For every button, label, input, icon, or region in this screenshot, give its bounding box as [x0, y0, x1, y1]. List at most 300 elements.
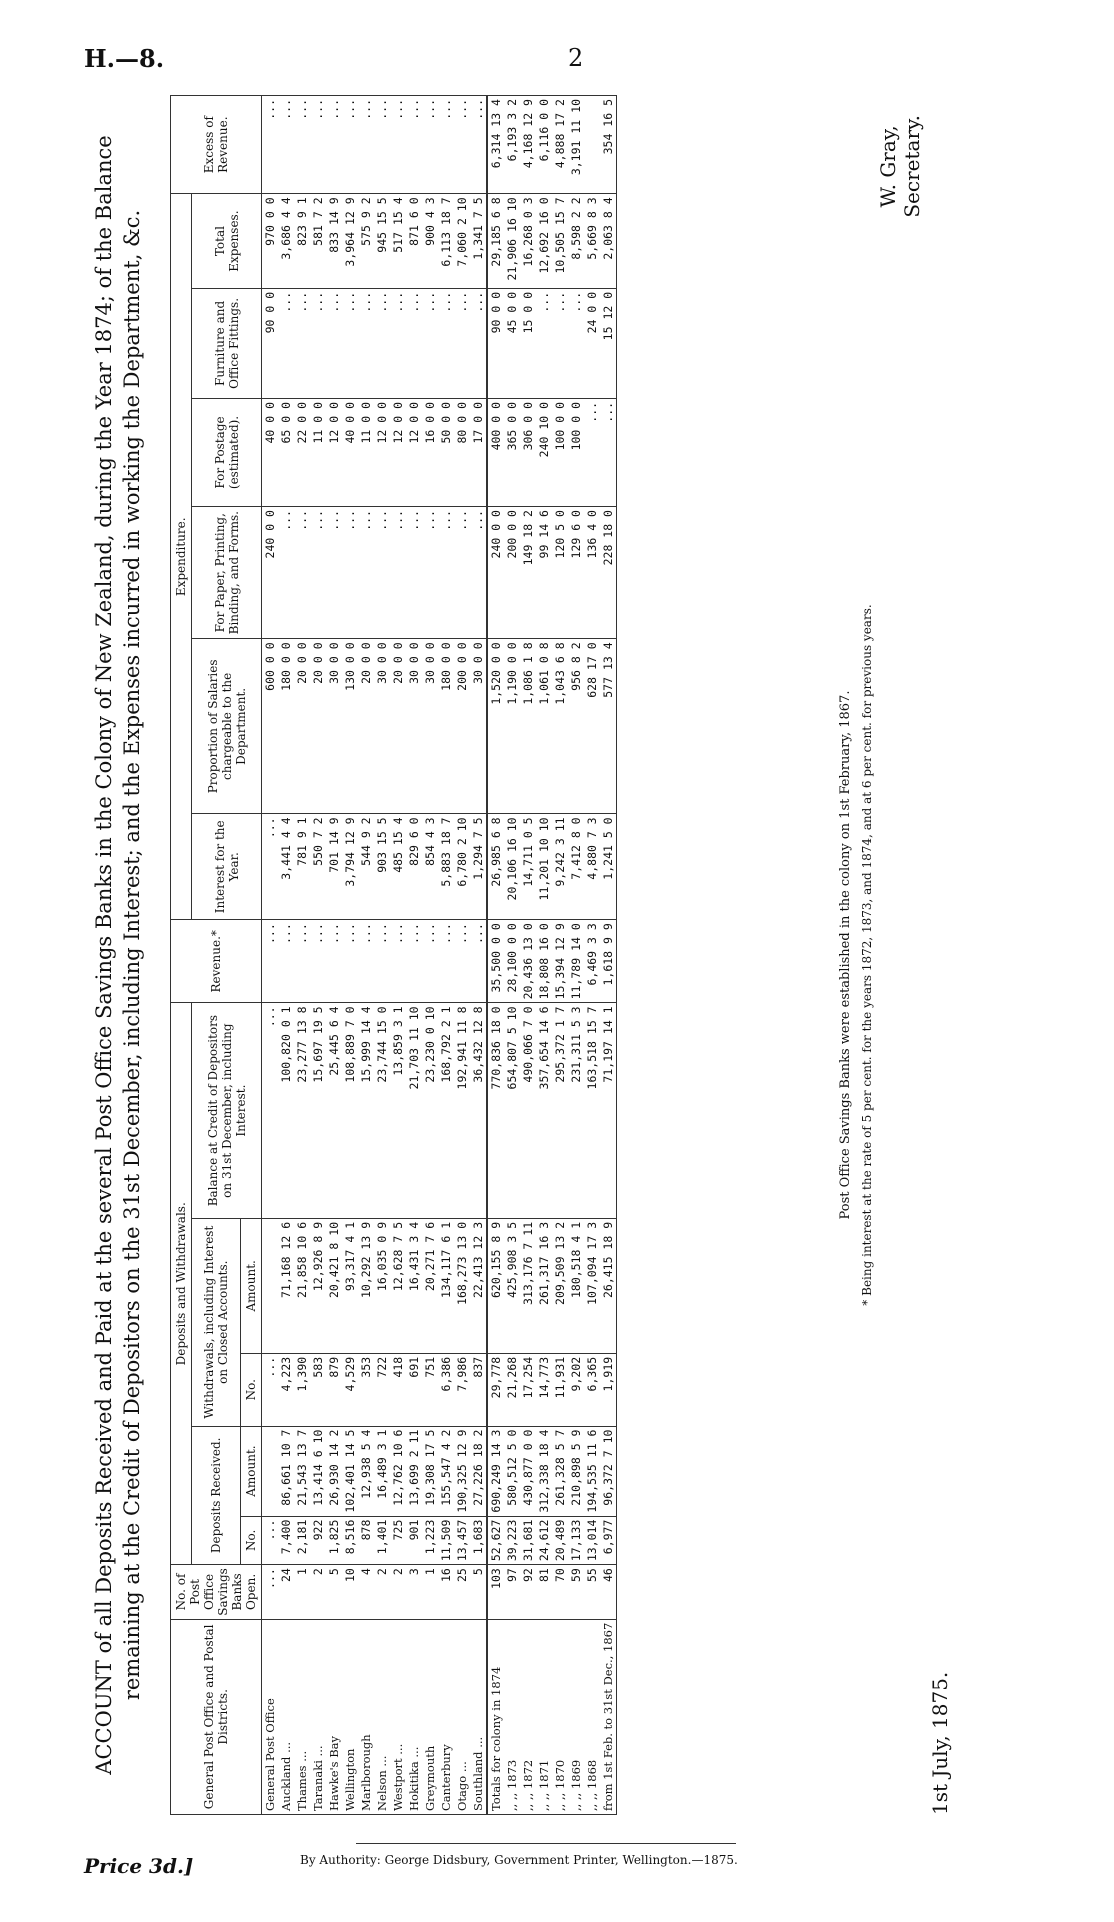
- cell-withdrawals-no: 583: [310, 1353, 326, 1426]
- cell-furniture: 15 12 0: [600, 288, 617, 398]
- cell-excess: 6,193 3 2: [504, 96, 520, 194]
- cell-withdrawals-no: 1,390: [294, 1353, 310, 1426]
- cell-interest: 829 6 0: [406, 814, 422, 920]
- cell-withdrawals-amount: 425,908 3 5: [504, 1218, 520, 1353]
- cell-postage: 240 10 0: [536, 398, 552, 506]
- cell-total-expenses: 5,669 8 3: [584, 194, 600, 289]
- cell-deposits-no: 901: [406, 1516, 422, 1565]
- cell-balance: 231,311 5 3: [568, 1003, 584, 1218]
- cell-withdrawals-amount: 168,273 13 0: [454, 1218, 470, 1353]
- col-postage: For Postage (estimated).: [192, 398, 262, 506]
- cell-num-banks: 55: [584, 1565, 600, 1620]
- table-row: [406, 96, 422, 1815]
- cell-paper: 99 14 6: [536, 507, 552, 639]
- cell-withdrawals-amount: 71,168 12 6: [278, 1218, 294, 1353]
- table-row: [470, 96, 487, 1815]
- cell-district: Otago ...: [454, 1619, 470, 1814]
- cell-excess: ...: [470, 96, 487, 194]
- table-row: [454, 96, 470, 1815]
- cell-deposits-no: 2,181: [294, 1516, 310, 1565]
- cell-excess: [584, 96, 600, 194]
- cell-withdrawals-no: 837: [470, 1353, 487, 1426]
- cell-withdrawals-amount: 107,094 17 3: [584, 1218, 600, 1353]
- cell-num-banks: 10: [342, 1565, 358, 1620]
- cell-deposits-amount: 27,226 18 2: [470, 1426, 487, 1516]
- cell-salaries: 30 0 0: [406, 639, 422, 814]
- cell-furniture: ...: [470, 288, 487, 398]
- cell-withdrawals-no: 14,773: [536, 1353, 552, 1426]
- cell-total-expenses: 1,341 7 5: [470, 194, 487, 289]
- cell-num-banks: 3: [406, 1565, 422, 1620]
- cell-total-expenses: 871 6 0: [406, 194, 422, 289]
- cell-postage: 80 0 0: [454, 398, 470, 506]
- cell-excess: ...: [406, 96, 422, 194]
- cell-num-banks: 1: [422, 1565, 438, 1620]
- cell-total-expenses: 833 14 9: [326, 194, 342, 289]
- table-row: [438, 96, 454, 1815]
- cell-interest: 701 14 9: [326, 814, 342, 920]
- cell-postage: 11 0 0: [358, 398, 374, 506]
- table-row: [584, 96, 600, 1815]
- cell-revenue: ...: [310, 920, 326, 1003]
- table-row: [262, 96, 279, 1815]
- cell-balance: 15,999 14 4: [358, 1003, 374, 1218]
- table-row: [374, 96, 390, 1815]
- table-row: [326, 96, 342, 1815]
- cell-furniture: ...: [568, 288, 584, 398]
- cell-total-expenses: 2,063 8 4: [600, 194, 617, 289]
- cell-num-banks: 25: [454, 1565, 470, 1620]
- cell-postage: 50 0 0: [438, 398, 454, 506]
- cell-total-expenses: 970 0 0: [262, 194, 279, 289]
- cell-revenue: 28,100 0 0: [504, 920, 520, 1003]
- cell-interest: 4,880 7 3: [584, 814, 600, 920]
- cell-deposits-amount: 102,401 14 5: [342, 1426, 358, 1516]
- cell-excess: 3,191 11 10: [568, 96, 584, 194]
- cell-paper: ...: [374, 507, 390, 639]
- cell-withdrawals-amount: [262, 1218, 279, 1353]
- cell-revenue: ...: [454, 920, 470, 1003]
- cell-district: Thames ...: [294, 1619, 310, 1814]
- cell-paper: 200 0 0: [504, 507, 520, 639]
- cell-deposits-amount: 16,489 3 1: [374, 1426, 390, 1516]
- cell-total-expenses: 575 9 2: [358, 194, 374, 289]
- col-withdrawals-amount: Amount.: [241, 1218, 262, 1353]
- cell-interest: 11,201 10 10: [536, 814, 552, 920]
- cell-interest: 7,412 8 0: [568, 814, 584, 920]
- cell-revenue: ...: [470, 920, 487, 1003]
- cell-interest: 3,441 4 4: [278, 814, 294, 920]
- table-row: [536, 96, 552, 1815]
- authority-line: By Authority: George Didsbury, Government Printer, Wellington.—1875.: [300, 1853, 738, 1867]
- cell-salaries: 20 0 0: [358, 639, 374, 814]
- cell-furniture: ...: [390, 288, 406, 398]
- cell-withdrawals-no: 751: [422, 1353, 438, 1426]
- cell-num-banks: 5: [470, 1565, 487, 1620]
- cell-excess: ...: [422, 96, 438, 194]
- cell-num-banks: 92: [520, 1565, 536, 1620]
- cell-total-expenses: 945 15 5: [374, 194, 390, 289]
- cell-deposits-no: 11,509: [438, 1516, 454, 1565]
- cell-district: from 1st Feb. to 31st Dec., 1867: [600, 1619, 617, 1814]
- cell-total-expenses: 8,598 2 2: [568, 194, 584, 289]
- cell-postage: 40 0 0: [342, 398, 358, 506]
- cell-total-expenses: 10,505 15 7: [552, 194, 568, 289]
- cell-furniture: ...: [294, 288, 310, 398]
- table-row: [342, 96, 358, 1815]
- table-row: [310, 96, 326, 1815]
- cell-district: Canterbury: [438, 1619, 454, 1814]
- cell-deposits-amount: 13,414 6 10: [310, 1426, 326, 1516]
- cell-interest: 6,780 2 10: [454, 814, 470, 920]
- cell-excess: 354 16 5: [600, 96, 617, 194]
- cell-interest: 26,985 6 8: [487, 814, 504, 920]
- cell-withdrawals-amount: 20,271 7 6: [422, 1218, 438, 1353]
- cell-withdrawals-amount: 620,155 8 9: [487, 1218, 504, 1353]
- cell-revenue: ...: [342, 920, 358, 1003]
- cell-total-expenses: 21,906 16 10: [504, 194, 520, 289]
- cell-balance: 23,230 0 10: [422, 1003, 438, 1218]
- cell-interest: 3,794 12 9: [342, 814, 358, 920]
- cell-num-banks: 2: [310, 1565, 326, 1620]
- cell-deposits-amount: 190,325 12 9: [454, 1426, 470, 1516]
- cell-deposits-amount: 86,661 10 7: [278, 1426, 294, 1516]
- cell-revenue: ...: [374, 920, 390, 1003]
- cell-paper: ...: [310, 507, 326, 639]
- cell-withdrawals-no: 6,365: [584, 1353, 600, 1426]
- cell-withdrawals-no: 11,931: [552, 1353, 568, 1426]
- cell-balance: 71,197 14 1: [600, 1003, 617, 1218]
- cell-deposits-no: ...: [262, 1516, 279, 1565]
- cell-deposits-amount: 690,249 14 3: [487, 1426, 504, 1516]
- cell-postage: 365 0 0: [504, 398, 520, 506]
- cell-excess: 4,168 12 9: [520, 96, 536, 194]
- cell-withdrawals-no: 17,254: [520, 1353, 536, 1426]
- cell-paper: ...: [390, 507, 406, 639]
- table-row: [487, 96, 504, 1815]
- cell-withdrawals-amount: 209,509 13 2: [552, 1218, 568, 1353]
- cell-interest: 1,294 7 5: [470, 814, 487, 920]
- document-code: H.—8.: [84, 44, 165, 73]
- table-row: [504, 96, 520, 1815]
- cell-deposits-amount: 430,877 0 0: [520, 1426, 536, 1516]
- cell-postage: 17 0 0: [470, 398, 487, 506]
- cell-withdrawals-amount: 180,518 4 1: [568, 1218, 584, 1353]
- col-paper: For Paper, Printing, Binding, and Forms.: [192, 507, 262, 639]
- cell-num-banks: 5: [326, 1565, 342, 1620]
- cell-num-banks: 70: [552, 1565, 568, 1620]
- cell-salaries: 1,190 0 0: [504, 639, 520, 814]
- cell-deposits-amount: 96,372 7 10: [600, 1426, 617, 1516]
- cell-furniture: 45 0 0: [504, 288, 520, 398]
- cell-num-banks: 81: [536, 1565, 552, 1620]
- cell-salaries: 956 8 2: [568, 639, 584, 814]
- cell-district: Westport ...: [390, 1619, 406, 1814]
- table-row: [552, 96, 568, 1815]
- cell-deposits-amount: [262, 1426, 279, 1516]
- title-line-1: ACCOUNT of all Deposits Received and Paid at the several Post Office Savings Banks in the Colony of New Zealand, during the Year 1874; of the Balance: [92, 135, 116, 1775]
- cell-salaries: 1,520 0 0: [487, 639, 504, 814]
- cell-balance: 15,697 19 5: [310, 1003, 326, 1218]
- cell-withdrawals-no: 29,778: [487, 1353, 504, 1426]
- col-total-expenses: Total Expenses.: [192, 194, 262, 289]
- cell-balance: ...: [262, 1003, 279, 1218]
- cell-postage: 12 0 0: [390, 398, 406, 506]
- cell-balance: 490,066 7 0: [520, 1003, 536, 1218]
- table-row: [600, 96, 617, 1815]
- cell-paper: 120 5 0: [552, 507, 568, 639]
- col-salaries: Proportion of Salaries chargeable to the Department.: [192, 639, 262, 814]
- cell-balance: 108,889 7 0: [342, 1003, 358, 1218]
- cell-deposits-no: 7,400: [278, 1516, 294, 1565]
- cell-excess: 4,888 17 2: [552, 96, 568, 194]
- cell-deposits-amount: 194,535 11 6: [584, 1426, 600, 1516]
- cell-deposits-no: 39,223: [504, 1516, 520, 1565]
- cell-paper: ...: [294, 507, 310, 639]
- cell-deposits-amount: 21,543 13 7: [294, 1426, 310, 1516]
- cell-deposits-amount: 19,308 17 5: [422, 1426, 438, 1516]
- cell-num-banks: 1: [294, 1565, 310, 1620]
- cell-deposits-no: 1,223: [422, 1516, 438, 1565]
- cell-balance: 13,859 3 1: [390, 1003, 406, 1218]
- cell-furniture: ...: [406, 288, 422, 398]
- cell-excess: ...: [310, 96, 326, 194]
- cell-num-banks: 59: [568, 1565, 584, 1620]
- cell-paper: ...: [422, 507, 438, 639]
- cell-revenue: 11,789 14 0: [568, 920, 584, 1003]
- cell-num-banks: ...: [262, 1565, 279, 1620]
- cell-salaries: 30 0 0: [374, 639, 390, 814]
- cell-num-banks: 4: [358, 1565, 374, 1620]
- table-row: [390, 96, 406, 1815]
- col-furniture: Furniture and Office Fittings.: [192, 288, 262, 398]
- col-num-banks: No. of Post Office Savings Banks Open.: [171, 1565, 262, 1620]
- cell-num-banks: 16: [438, 1565, 454, 1620]
- cell-withdrawals-no: 7,986: [454, 1353, 470, 1426]
- table-row: [278, 96, 294, 1815]
- cell-excess: ...: [278, 96, 294, 194]
- cell-balance: 163,518 15 7: [584, 1003, 600, 1218]
- cell-furniture: 90 0 0: [487, 288, 504, 398]
- table-row: [294, 96, 310, 1815]
- cell-total-expenses: 16,268 0 3: [520, 194, 536, 289]
- cell-interest: 781 9 1: [294, 814, 310, 920]
- cell-deposits-amount: 261,328 5 7: [552, 1426, 568, 1516]
- cell-paper: ...: [454, 507, 470, 639]
- cell-paper: 240 0 0: [262, 507, 279, 639]
- cell-salaries: 30 0 0: [470, 639, 487, 814]
- cell-interest: 544 9 2: [358, 814, 374, 920]
- cell-district: Wellington: [342, 1619, 358, 1814]
- title-line-2: remaining at the Credit of Depositors on the 31st December, including Interest; and the Expenses incurred in working the Department, &c.: [120, 209, 144, 1701]
- cell-paper: 228 18 0: [600, 507, 617, 639]
- cell-excess: ...: [326, 96, 342, 194]
- cell-withdrawals-amount: 16,035 0 9: [374, 1218, 390, 1353]
- cell-interest: 854 4 3: [422, 814, 438, 920]
- cell-deposits-amount: 580,512 5 0: [504, 1426, 520, 1516]
- cell-interest: 903 15 5: [374, 814, 390, 920]
- cell-district: ,, ,, 1873: [504, 1619, 520, 1814]
- cell-deposits-amount: 26,930 14 2: [326, 1426, 342, 1516]
- footnote-established: Post Office Savings Banks were established in the colony on 1st February, 1867.: [838, 690, 853, 1220]
- cell-salaries: 180 0 0: [438, 639, 454, 814]
- cell-salaries: 30 0 0: [326, 639, 342, 814]
- cell-balance: 168,792 2 1: [438, 1003, 454, 1218]
- cell-deposits-no: 13,457: [454, 1516, 470, 1565]
- cell-district: Taranaki ...: [310, 1619, 326, 1814]
- cell-withdrawals-no: 4,529: [342, 1353, 358, 1426]
- col-deposits-received: Deposits Received.: [192, 1426, 241, 1565]
- cell-total-expenses: 581 7 2: [310, 194, 326, 289]
- cell-revenue: 6,469 3 3: [584, 920, 600, 1003]
- cell-postage: 12 0 0: [374, 398, 390, 506]
- cell-deposits-no: 1,683: [470, 1516, 487, 1565]
- cell-furniture: ...: [536, 288, 552, 398]
- cell-furniture: ...: [422, 288, 438, 398]
- cell-paper: ...: [470, 507, 487, 639]
- cell-excess: ...: [342, 96, 358, 194]
- cell-furniture: ...: [552, 288, 568, 398]
- cell-paper: ...: [342, 507, 358, 639]
- cell-salaries: 130 0 0: [342, 639, 358, 814]
- cell-withdrawals-no: 691: [406, 1353, 422, 1426]
- cell-revenue: 18,808 16 0: [536, 920, 552, 1003]
- cell-total-expenses: 12,692 16 0: [536, 194, 552, 289]
- cell-salaries: 20 0 0: [294, 639, 310, 814]
- cell-district: Hawke's Bay: [326, 1619, 342, 1814]
- cell-district: ,, ,, 1868: [584, 1619, 600, 1814]
- cell-withdrawals-no: 6,386: [438, 1353, 454, 1426]
- cell-furniture: ...: [438, 288, 454, 398]
- cell-deposits-amount: 12,938 5 4: [358, 1426, 374, 1516]
- cell-furniture: ...: [454, 288, 470, 398]
- cell-deposits-no: 922: [310, 1516, 326, 1565]
- cell-revenue: ...: [358, 920, 374, 1003]
- cell-excess: ...: [358, 96, 374, 194]
- cell-withdrawals-amount: 12,926 8 9: [310, 1218, 326, 1353]
- cell-district: Auckland ...: [278, 1619, 294, 1814]
- cell-withdrawals-no: 418: [390, 1353, 406, 1426]
- group-expenditure: Expenditure.: [171, 194, 192, 920]
- col-deposits-no: No.: [241, 1516, 262, 1565]
- cell-district: ,, ,, 1869: [568, 1619, 584, 1814]
- cell-district: General Post Office: [262, 1619, 279, 1814]
- cell-district: ,, ,, 1871: [536, 1619, 552, 1814]
- cell-postage: 16 0 0: [422, 398, 438, 506]
- cell-balance: 100,820 0 1: [278, 1003, 294, 1218]
- document-title: [90, 95, 146, 1815]
- cell-interest: 485 15 4: [390, 814, 406, 920]
- cell-postage: 100 0 0: [568, 398, 584, 506]
- table-row: [520, 96, 536, 1815]
- price-label: Price 3d.]: [84, 1854, 194, 1878]
- cell-paper: 136 4 0: [584, 507, 600, 639]
- cell-deposits-no: 13,014: [584, 1516, 600, 1565]
- cell-excess: ...: [454, 96, 470, 194]
- cell-postage: 22 0 0: [294, 398, 310, 506]
- cell-withdrawals-amount: 16,431 3 4: [406, 1218, 422, 1353]
- cell-num-banks: 2: [374, 1565, 390, 1620]
- signature-block: [876, 115, 924, 218]
- table-row: [358, 96, 374, 1815]
- cell-total-expenses: 900 4 3: [422, 194, 438, 289]
- cell-furniture: ...: [310, 288, 326, 398]
- cell-excess: 6,116 0 0: [536, 96, 552, 194]
- cell-deposits-amount: 210,898 5 9: [568, 1426, 584, 1516]
- cell-salaries: 20 0 0: [310, 639, 326, 814]
- group-deposits: Deposits and Withdrawals.: [171, 1003, 192, 1565]
- cell-withdrawals-amount: 134,117 6 1: [438, 1218, 454, 1353]
- cell-withdrawals-no: 1,919: [600, 1353, 617, 1426]
- cell-postage: 400 0 0: [487, 398, 504, 506]
- cell-interest: 1,241 5 0: [600, 814, 617, 920]
- cell-total-expenses: 29,185 6 8: [487, 194, 504, 289]
- cell-deposits-no: 52,627: [487, 1516, 504, 1565]
- cell-deposits-no: 878: [358, 1516, 374, 1565]
- cell-district: Nelson ...: [374, 1619, 390, 1814]
- cell-num-banks: 103: [487, 1565, 504, 1620]
- cell-withdrawals-amount: 21,858 10 6: [294, 1218, 310, 1353]
- cell-postage: ...: [600, 398, 617, 506]
- cell-excess: ...: [390, 96, 406, 194]
- cell-balance: 21,703 11 10: [406, 1003, 422, 1218]
- cell-interest: 5,883 18 7: [438, 814, 454, 920]
- col-interest: Interest for the Year.: [192, 814, 262, 920]
- cell-paper: 240 0 0: [487, 507, 504, 639]
- cell-salaries: 1,061 0 8: [536, 639, 552, 814]
- cell-salaries: 20 0 0: [390, 639, 406, 814]
- cell-salaries: 577 13 4: [600, 639, 617, 814]
- cell-total-expenses: 823 9 1: [294, 194, 310, 289]
- cell-withdrawals-amount: 12,628 7 5: [390, 1218, 406, 1353]
- cell-balance: 357,654 14 6: [536, 1003, 552, 1218]
- cell-postage: 306 0 0: [520, 398, 536, 506]
- cell-balance: 192,941 11 8: [454, 1003, 470, 1218]
- cell-withdrawals-no: 9,202: [568, 1353, 584, 1426]
- cell-salaries: 628 17 0: [584, 639, 600, 814]
- cell-revenue: 20,436 13 0: [520, 920, 536, 1003]
- cell-deposits-no: 6,977: [600, 1516, 617, 1565]
- cell-furniture: 24 0 0: [584, 288, 600, 398]
- cell-furniture: 90 0 0: [262, 288, 279, 398]
- col-district: General Post Office and Postal Districts.: [171, 1619, 262, 1814]
- cell-district: ,, ,, 1872: [520, 1619, 536, 1814]
- cell-salaries: 200 0 0: [454, 639, 470, 814]
- cell-deposits-no: 1,401: [374, 1516, 390, 1565]
- rotated-page: [90, 95, 1050, 1815]
- cell-interest: 550 7 2: [310, 814, 326, 920]
- cell-furniture: ...: [278, 288, 294, 398]
- cell-num-banks: 2: [390, 1565, 406, 1620]
- cell-postage: 11 0 0: [310, 398, 326, 506]
- cell-withdrawals-no: 722: [374, 1353, 390, 1426]
- cell-withdrawals-amount: 93,317 4 1: [342, 1218, 358, 1353]
- cell-num-banks: 97: [504, 1565, 520, 1620]
- cell-furniture: ...: [326, 288, 342, 398]
- cell-withdrawals-amount: 261,317 16 3: [536, 1218, 552, 1353]
- cell-deposits-amount: 13,699 2 11: [406, 1426, 422, 1516]
- cell-deposits-amount: 312,338 18 4: [536, 1426, 552, 1516]
- cell-withdrawals-no: 879: [326, 1353, 342, 1426]
- col-withdrawals: Withdrawals, including Interest on Closed Accounts.: [192, 1218, 241, 1426]
- cell-total-expenses: 3,964 12 9: [342, 194, 358, 289]
- cell-revenue: ...: [422, 920, 438, 1003]
- cell-revenue: 35,500 0 0: [487, 920, 504, 1003]
- savings-bank-table: [170, 95, 617, 1815]
- cell-deposits-no: 31,681: [520, 1516, 536, 1565]
- cell-salaries: 600 0 0: [262, 639, 279, 814]
- col-excess: Excess of Revenue.: [171, 96, 262, 194]
